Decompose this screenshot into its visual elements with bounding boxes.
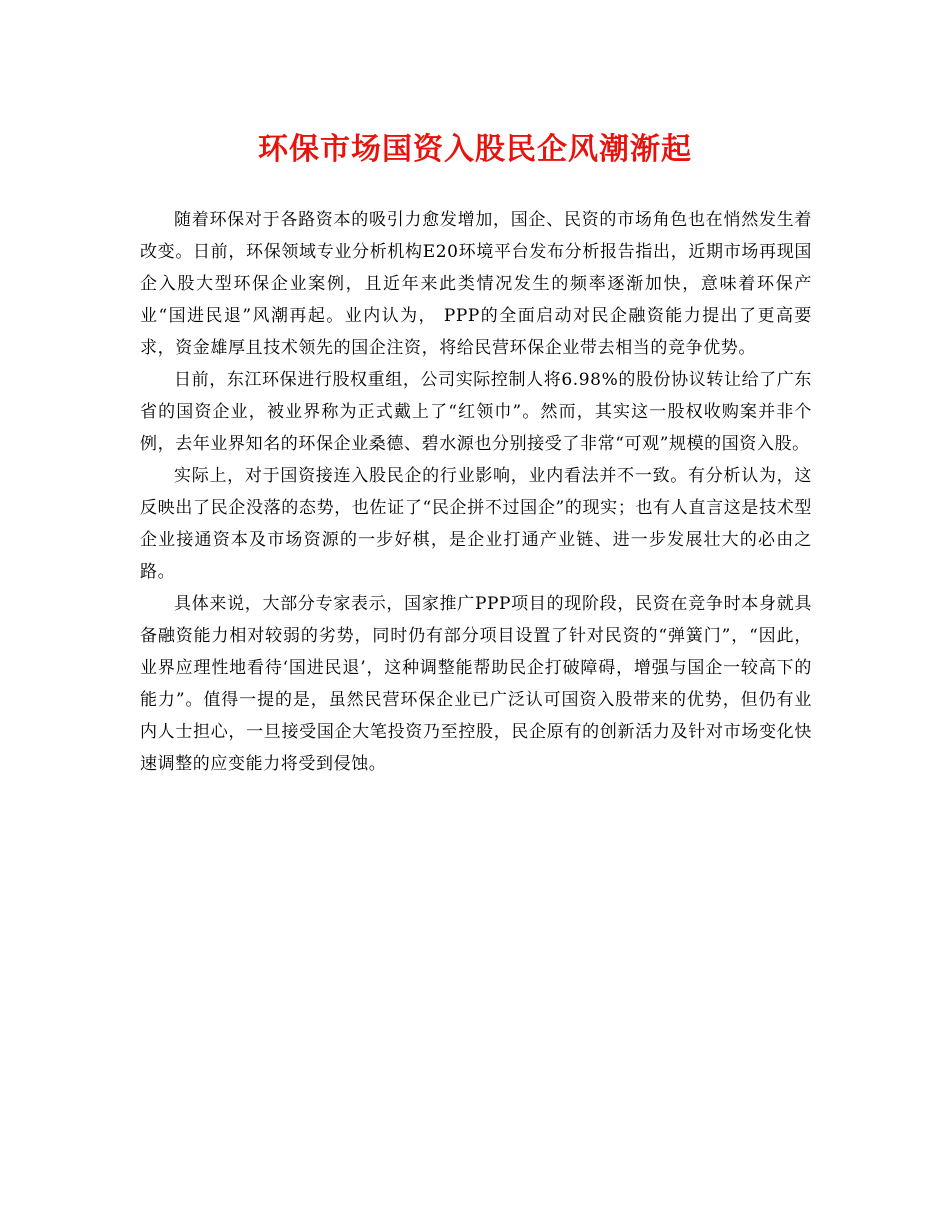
document-body: [140, 204, 812, 780]
paragraph-2: 日前，东江环保进行股权重组，公司实际控制人将6.98%的股份协议转让给了广东省的国资企业，被业界称为正式戴上了“红领巾”。然而，其实这一股权收购案并非个例，去年业界知名的环保企业桑德、碧水源也分别接受了非常“可观”规模的国资入股。: [140, 370, 812, 454]
document-title: 环保市场国资入股民企风潮渐起: [258, 132, 692, 167]
paragraph-3: 实际上，对于国资接连入股民企的行业影响，业内看法并不一致。有分析认为，这反映出了民企没落的态势，也佐证了“民企拼不过国企”的现实；也有人直言这是技术型企业接通资本及市场资源的一步好棋，是企业打通产业链、进一步发展壮大的必由之路。: [140, 466, 812, 582]
paragraph-4: 具体来说，大部分专家表示，国家推广PPP项目的现阶段，民资在竞争时本身就具备融资能力相对较弱的劣势，同时仍有部分项目设置了针对民资的“弹簧门”，“因此，业界应理性地看待‘国进民退’，这种调整能帮助民企打破障碍，增强与国企一较高下的能力”。值得一提的是，虽然民营环保企业已广泛认可国资入股带来的优势，但仍有业内人士担心，一旦接受国企大笔投资乃至控股，民企原有的创新活力及针对市场变化快速调整的应变能力将受到侵蚀。: [140, 594, 812, 774]
paragraph-1: 随着环保对于各路资本的吸引力愈发增加，国企、民资的市场角色也在悄然发生着改变。日前，环保领域专业分析机构E20环境平台发布分析报告指出，近期市场再现国企入股大型环保企业案例，且近年来此类情况发生的频率逐渐加快，意味着环保产业“国进民退”风潮再起。业内认为， PPP的全面启动对民企融资能力提出了更高要求，资金雄厚且技术领先的国企注资，将给民营环保企业带去相当的竞争优势。: [140, 210, 812, 358]
